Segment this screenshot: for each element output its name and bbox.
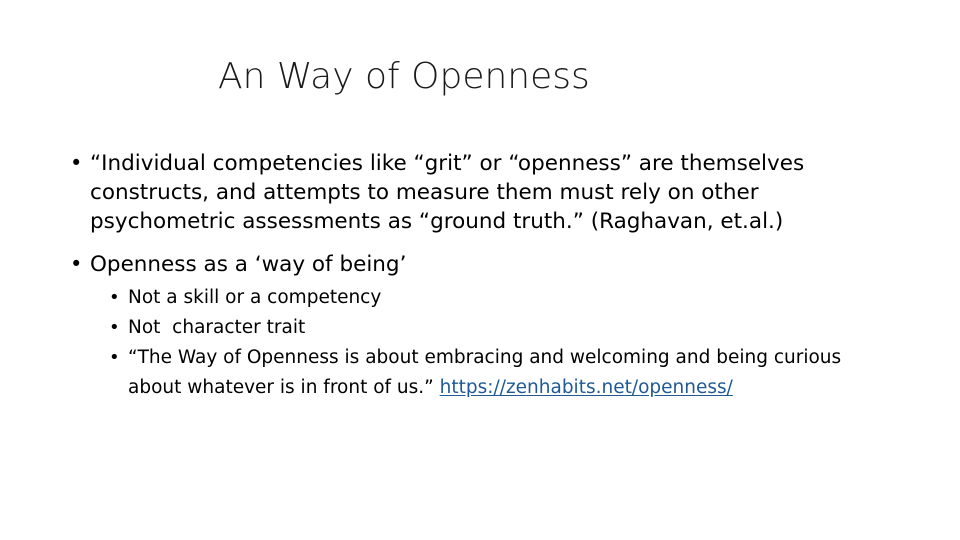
bullet-dot: • <box>70 252 83 276</box>
bullet-dot: • <box>70 151 83 175</box>
bullet-item <box>70 250 890 279</box>
bullet-text-line: “Individual competencies like “grit” or “openness” are themselves <box>90 151 805 176</box>
bullet-text-line: Openness as a ‘way of being’ <box>90 252 407 277</box>
bullet-text-line: constructs, and attempts to measure them must rely on other <box>90 180 759 205</box>
sub-bullet-text: about whatever is in front of us.” <box>128 376 440 398</box>
sub-bullet-item <box>109 313 928 343</box>
bullet-text-line: psychometric assessments as “ground truth.” (Raghavan, et.al.) <box>90 209 784 234</box>
sub-bullet-text: “The Way of Openness is about embracing and welcoming and being curious <box>128 347 842 368</box>
sub-bullet-text: Not a skill or a competency <box>128 287 382 308</box>
bullet-dot: • <box>109 287 120 308</box>
sub-bullet-text-line2 <box>128 373 928 403</box>
zenhabits-link[interactable]: https://zenhabits.net/openness/ <box>439 376 733 398</box>
bullet-dot: • <box>109 317 120 338</box>
bullet-dot: • <box>109 347 120 368</box>
sub-bullet-text: Not character trait <box>128 317 306 338</box>
sub-bullet-item <box>109 283 928 313</box>
slide-title: An Way of Openness <box>218 56 590 97</box>
sub-bullet-item <box>109 343 928 402</box>
bullet-item <box>70 149 890 236</box>
